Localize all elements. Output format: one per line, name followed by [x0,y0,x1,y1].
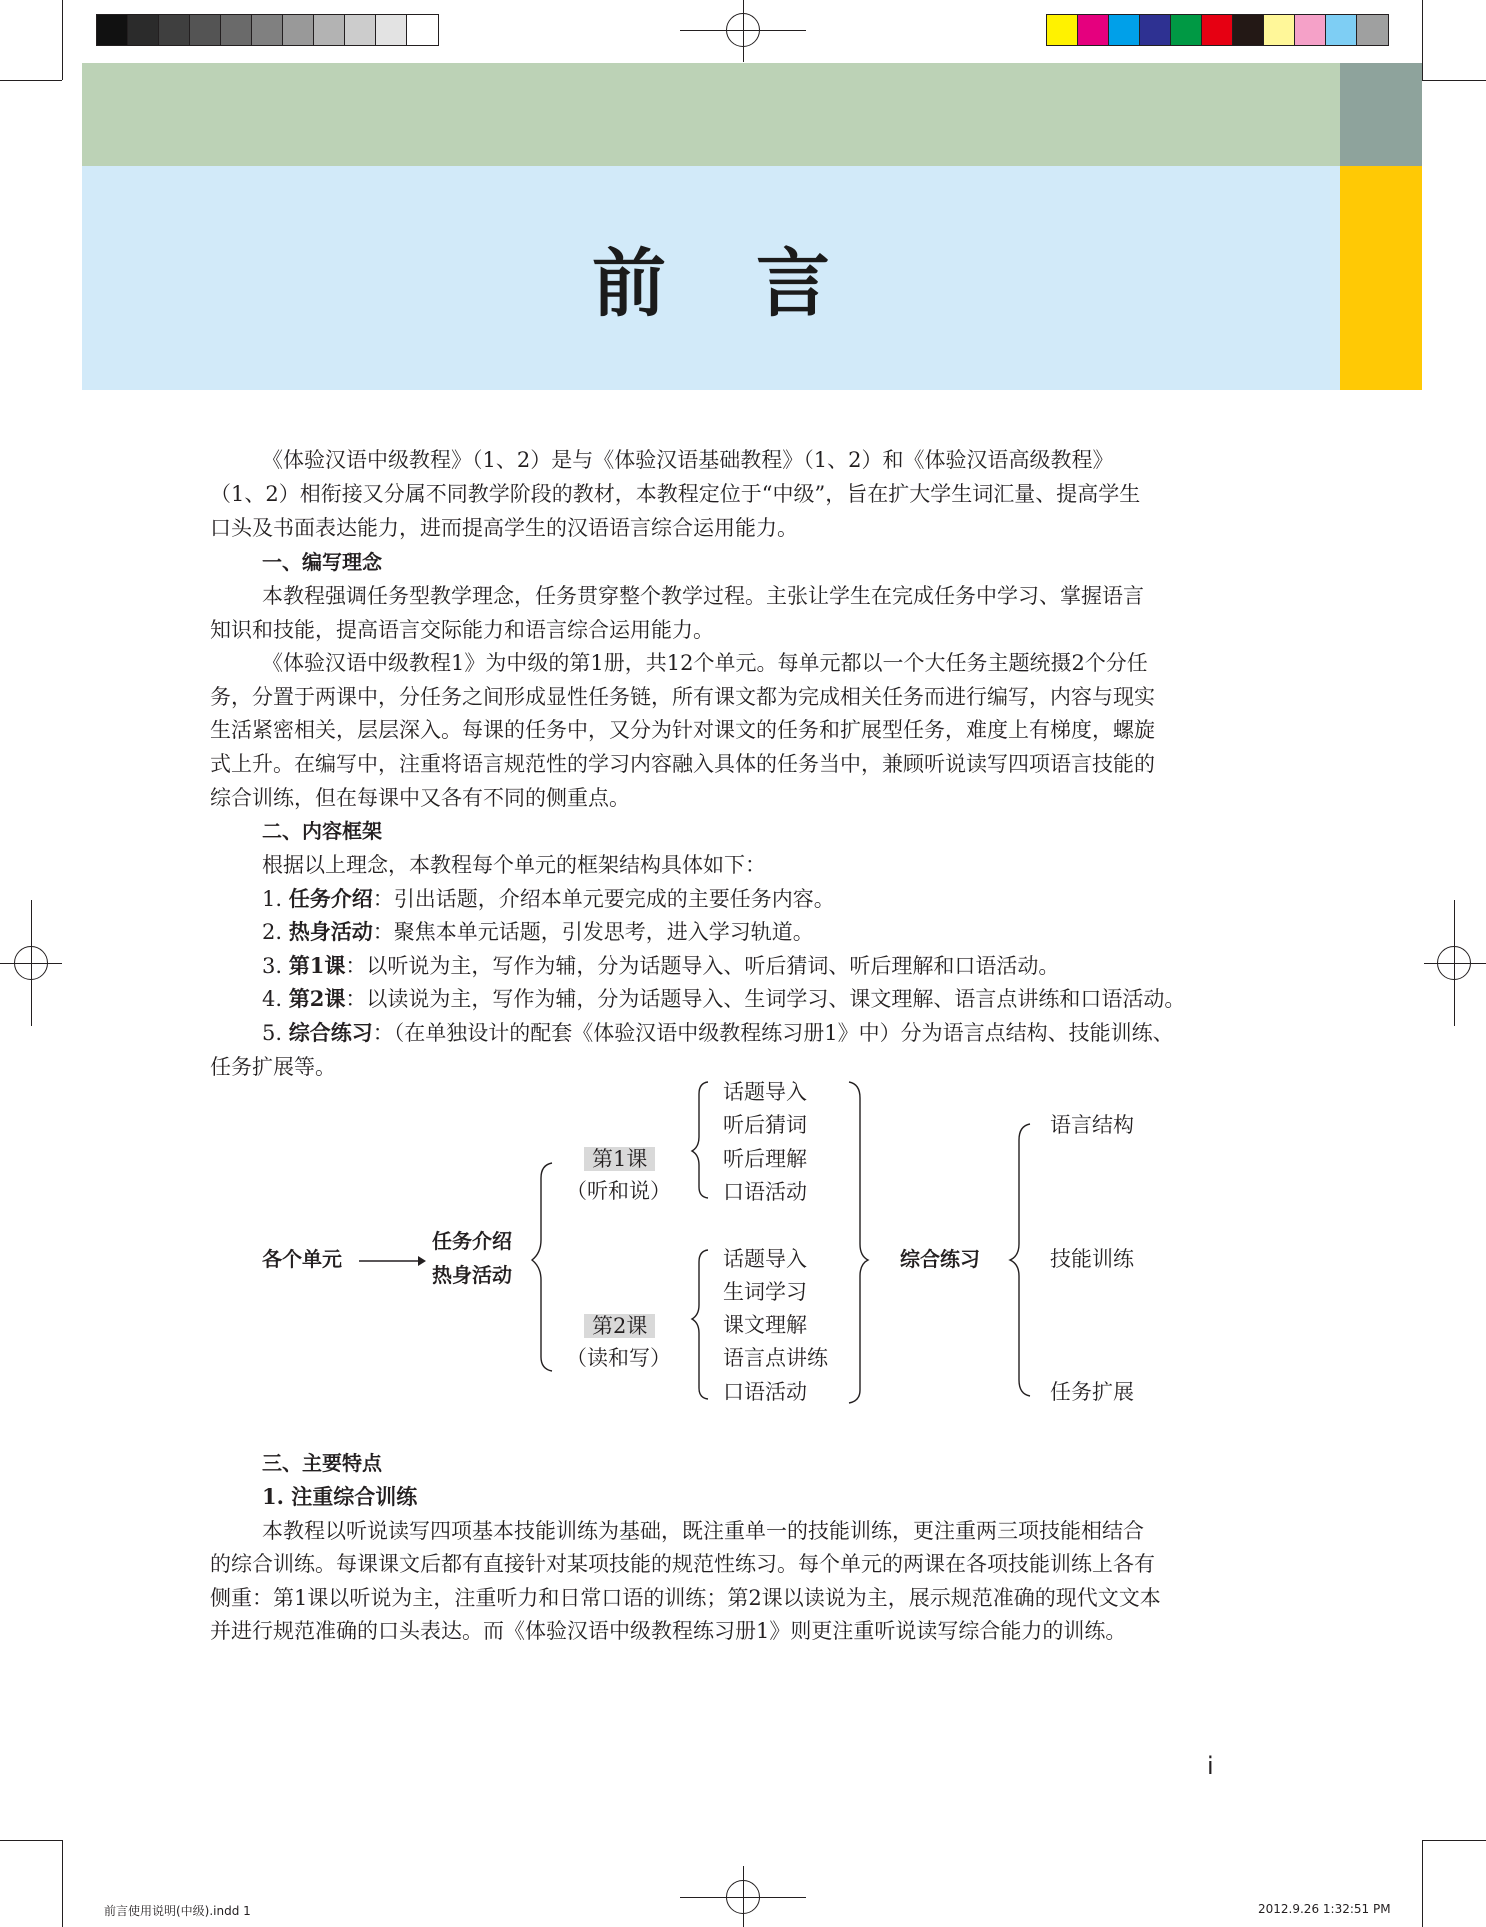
item-number: 5. [262,1021,283,1045]
lesson2-item: 生词学习 [723,1280,807,1304]
text-line: 务，分置于两课中，分任务之间形成显性任务链，所有课文都为完成相关任务而进行编写，内容与现实 [210,685,1155,709]
arrow-head [418,1256,426,1266]
section-heading: 三、主要特点 [262,1451,382,1475]
text-line: 知识和技能，提高语言交际能力和语言综合运用能力。 [210,618,714,642]
lesson1-item: 话题导入 [723,1080,807,1104]
item-label: 第2课 [288,986,346,1011]
diagram-summary: 综合练习 [900,1247,980,1271]
footer-file-name: 前言使用说明(中级).indd 1 [104,1904,251,1918]
item-label: 综合练习 [288,1020,373,1045]
footer-timestamp: 2012.9.26 1:32:51 PM [1258,1902,1391,1916]
item-number: 2. [262,920,283,944]
item-text: ：聚焦本单元话题，引发思考，进入学习轨道。 [372,920,814,944]
lesson1-item: 口语活动 [723,1180,807,1204]
item-label: 第1课 [288,953,346,978]
text-line: （1、2）相衔接又分属不同教学阶段的教材，本教程定位于“中级”，旨在扩大学生词汇量、提高学生 [210,482,1141,506]
section-heading: 一、编写理念 [262,550,382,574]
text-line: 本教程以听说读写四项基本技能训练为基础，既注重单一的技能训练，更注重两三项技能相结合 [262,1519,1144,1543]
item-number: 1. [262,887,283,911]
text-line: 的综合训练。每课课文后都有直接针对某项技能的规范性练习。每个单元的两课在各项技能训练上各有 [210,1552,1155,1576]
item-text: ：以读说为主，写作为辅，分为话题导入、生词学习、课文理解、语言点讲练和口语活动。 [345,987,1186,1011]
lesson1-item: 听后理解 [723,1147,807,1171]
item-text: ：（在单独设计的配套《体验汉语中级教程练习册1》中）分为语言点结构、技能训练、 [372,1021,1174,1045]
text-line: 口头及书面表达能力，进而提高学生的汉语语言综合运用能力。 [210,516,798,540]
lesson2-item: 语言点讲练 [723,1346,828,1370]
item-number: 3. [262,954,283,978]
lesson2-item: 课文理解 [723,1313,807,1337]
text-line: 综合训练，但在每课中又各有不同的侧重点。 [210,786,630,810]
output-item: 任务扩展 [1050,1380,1134,1404]
text-line: 生活紧密相关，层层深入。每课的任务中，又分为针对课文的任务和扩展型任务，难度上有梯度，螺旋 [210,718,1155,742]
page-number: i [1207,1752,1214,1780]
lesson1-tag [584,1144,655,1174]
item-text: ：以听说为主，写作为辅，分为话题导入、听后猜词、听后理解和口语活动。 [345,954,1060,978]
lesson2-item: 话题导入 [723,1247,807,1271]
output-item: 技能训练 [1050,1247,1134,1271]
item-text: ：引出话题，介绍本单元要完成的主要任务内容。 [372,887,835,911]
lesson1-tag-label: 第1课 [584,1147,655,1171]
text-line: 并进行规范准确的口头表达。而《体验汉语中级教程练习册1》则更注重听说读写综合能力的训练。 [210,1619,1127,1643]
lesson2-item: 口语活动 [723,1380,807,1404]
text-line: 《体验汉语中级教程1》为中级的第1册，共12个单元。每单元都以一个大任务主题统摄2个分任 [262,651,1148,675]
diagram-root: 各个单元 [262,1247,342,1271]
lesson1-item: 听后猜词 [723,1113,807,1137]
text-line: 本教程强调任务型教学理念，任务贯穿整个教学过程。主张让学生在完成任务中学习、掌握语言 [262,584,1144,608]
brace-outputs [1010,1124,1030,1396]
item-number: 4. [262,987,283,1011]
item-label: 热身活动 [288,919,373,944]
brace-items-close [849,1082,868,1403]
text-line: 根据以上理念，本教程每个单元的框架结构具体如下： [262,853,766,877]
item-label: 任务介绍 [288,886,373,911]
output-item: 语言结构 [1050,1113,1134,1137]
text-line: 《体验汉语中级教程》（1、2）是与《体验汉语基础教程》（1、2）和《体验汉语高级教程》 [262,448,1114,472]
sub-heading: 1. 注重综合训练 [262,1484,418,1509]
lesson2-tag [584,1311,655,1341]
brace-lessons [532,1163,552,1371]
lesson2-sub: （读和写） [566,1346,671,1370]
text-line: 侧重：第1课以听说为主，注重听力和日常口语的训练；第2课以读说为主，展示规范准确的现代文文本 [210,1586,1161,1610]
text-line: 式上升。在编写中，注重将语言规范性的学习内容融入具体的任务当中，兼顾听说读写四项语言技能的 [210,752,1155,776]
brace-lesson1 [692,1082,708,1198]
brace-lesson2 [692,1250,708,1399]
text-line: 任务扩展等。 [210,1055,336,1079]
section-heading: 二、内容框架 [262,819,382,843]
lesson1-sub: （听和说） [566,1179,671,1203]
diagram-warmup: 热身活动 [432,1263,512,1287]
diagram-task-intro: 任务介绍 [432,1229,512,1253]
lesson2-tag-label: 第2课 [584,1314,655,1338]
page-title: 前言 [592,241,920,327]
